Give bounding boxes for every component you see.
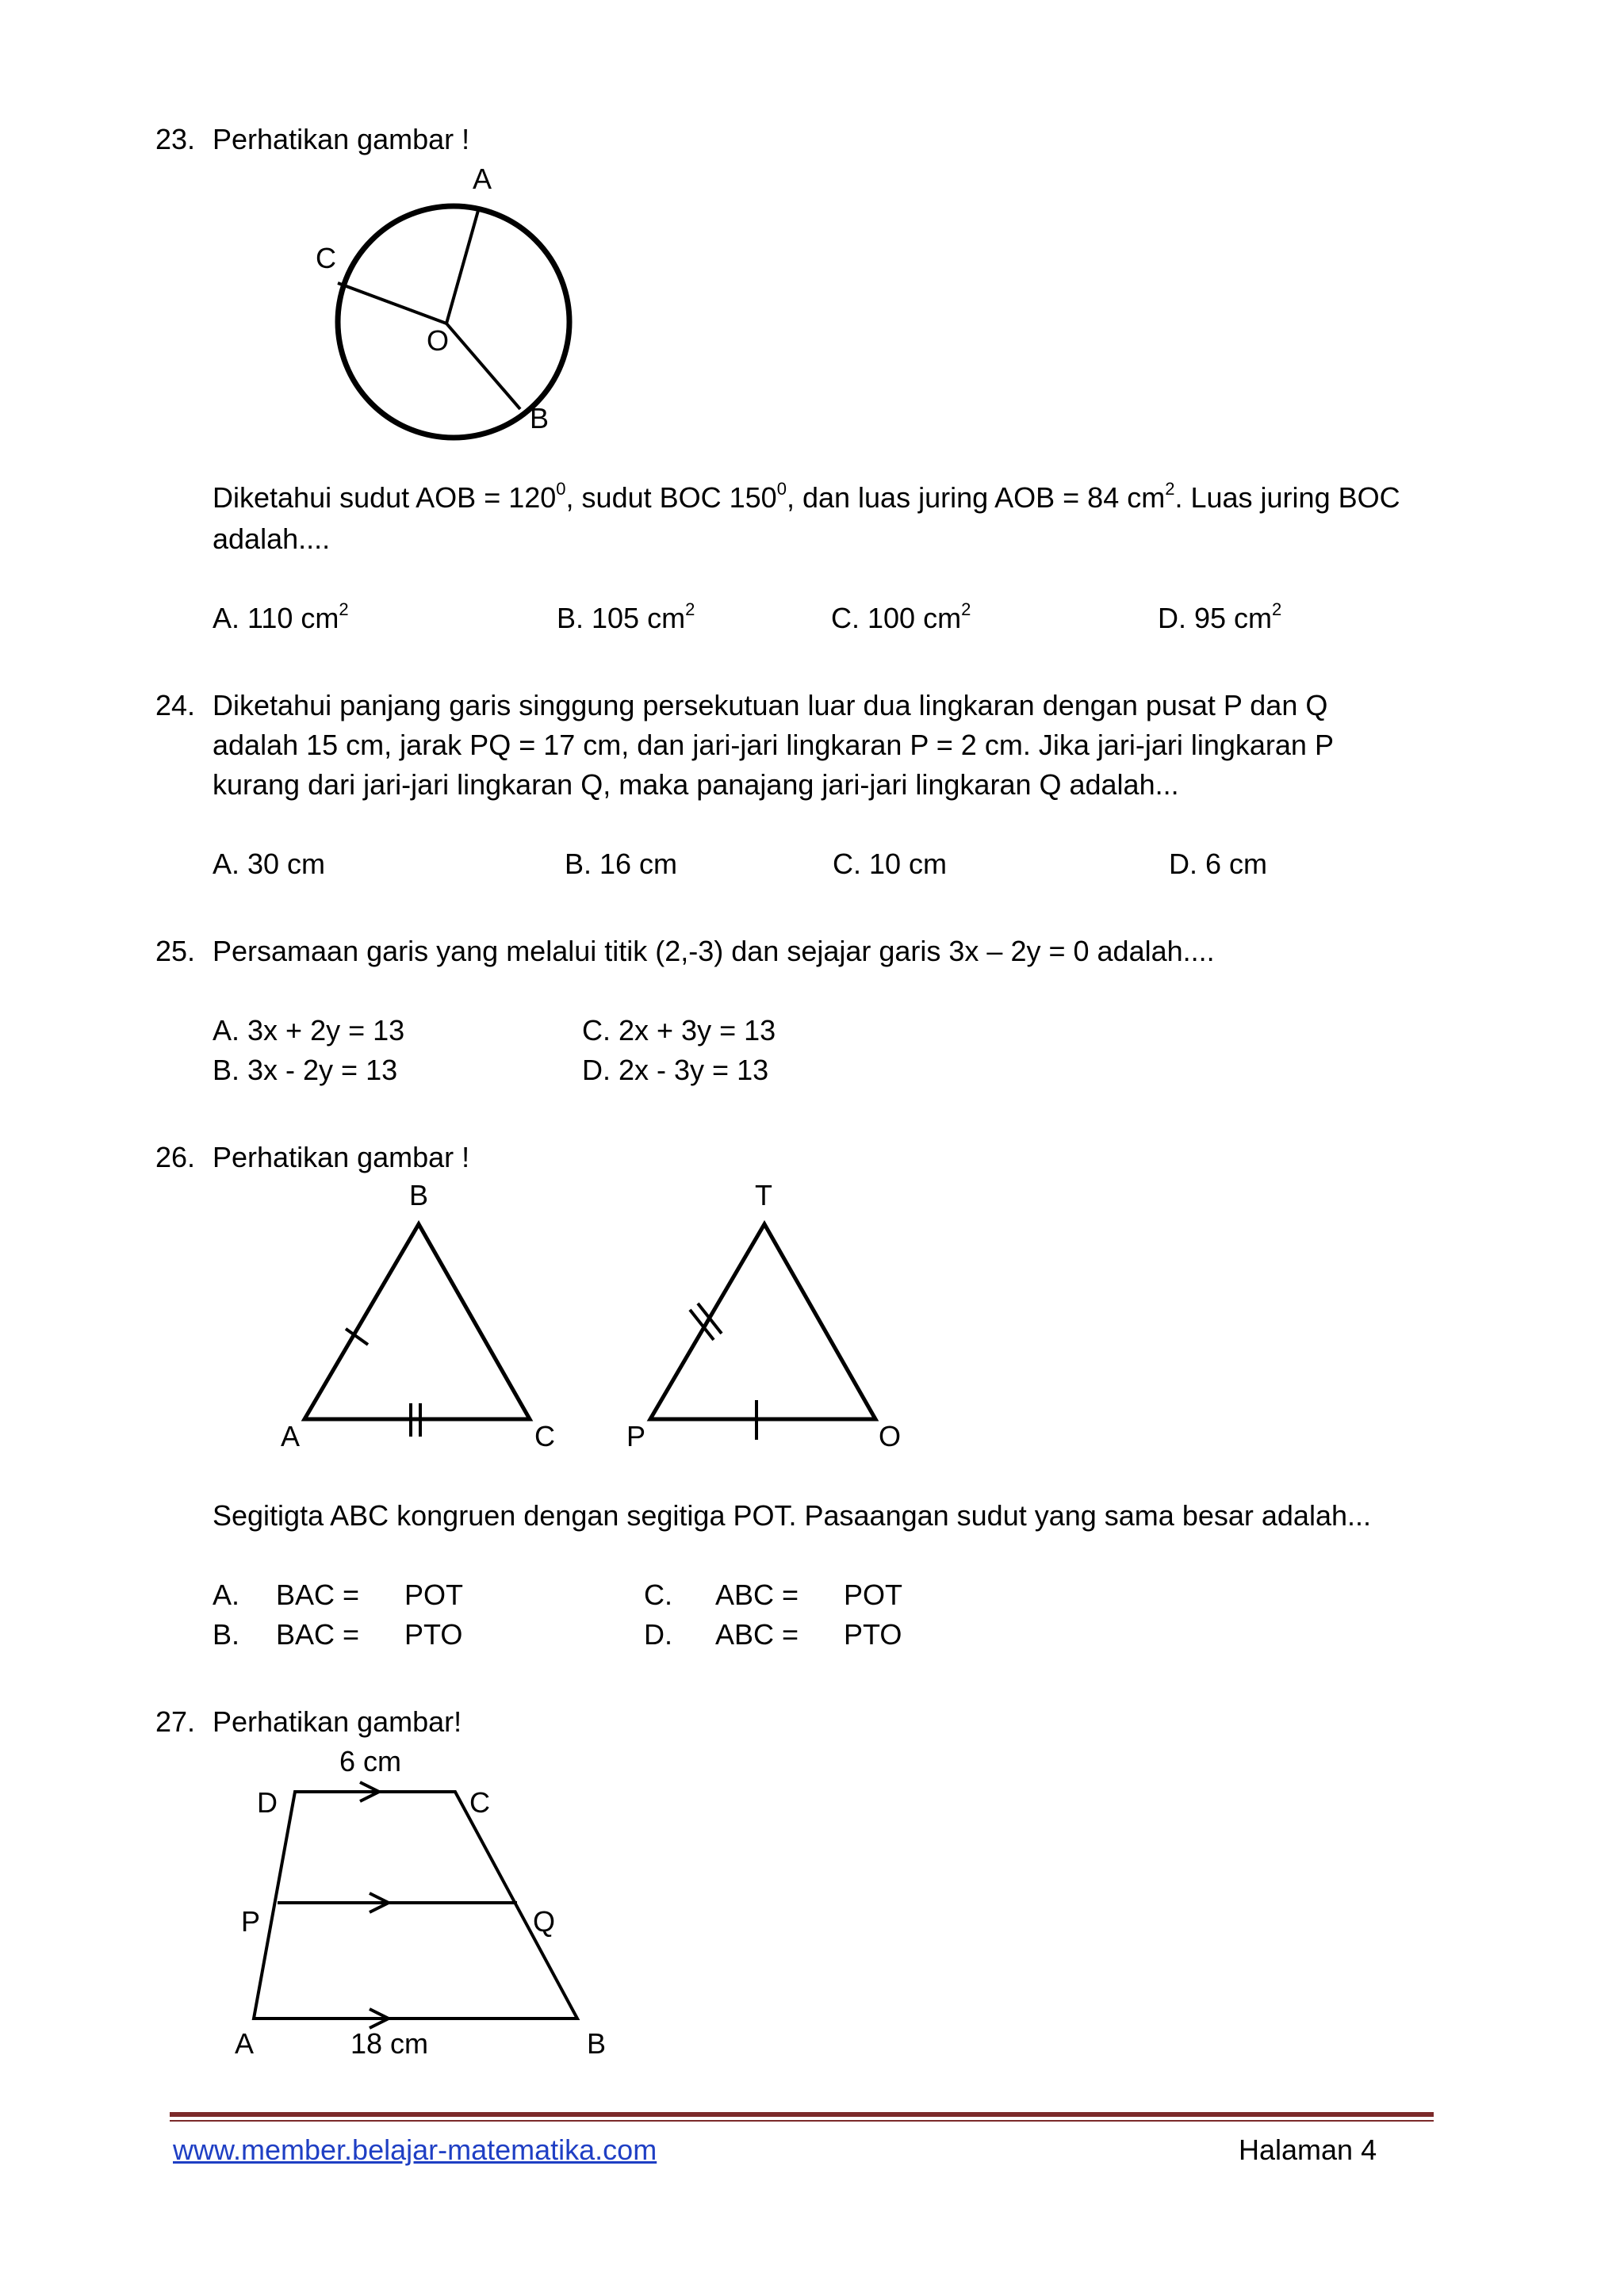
q23-stem-line2: adalah.... [213,522,331,555]
q27-prompt: Perhatikan gambar! [213,1705,462,1738]
label-b: B [409,1179,429,1211]
label-t: T [755,1179,772,1211]
label-top-length: 6 cm [339,1745,402,1777]
label-a: A [235,2027,255,2060]
q26-number: 26. [155,1141,196,1173]
footer-page-number: Halaman 4 [1239,2133,1377,2166]
label-bottom-length: 18 cm [350,2027,429,2060]
q26-option-b-letter: B. [213,1618,240,1651]
label-a: A [473,163,492,195]
q23-prompt: Perhatikan gambar ! [213,123,470,155]
q23-option-b: B. 105 $cm^2$ [557,599,695,634]
q24-line3: kurang dari jari-jari lingkaran Q, maka panajang jari-jari lingkaran Q adalah... [213,768,1179,801]
label-q: Q [533,1905,556,1938]
q26-option-d-right: PTO [844,1618,902,1651]
q25-option-d: D. 2x - 3y = 13 [582,1054,769,1086]
q23-option-c: C. 100 $cm^2$ [831,599,971,634]
q24-line2: adalah 15 cm, jarak PQ = 17 cm, dan jari-jari lingkaran P = 2 cm. Jika jari-jari lingkaran P [213,729,1334,761]
q26-option-a-letter: A. [213,1578,240,1611]
q26-option-a-right: POT [404,1578,464,1611]
label-d: D [257,1786,278,1819]
q24-option-a: A. 30 cm [213,848,326,880]
q23-option-d: D. 95 $cm^2$ [1158,599,1282,634]
q25-number: 25. [155,935,196,967]
q26-stem: Segitigta ABC kongruen dengan segitiga POT. Pasaangan sudut yang sama besar adalah... [213,1499,1371,1532]
label-o: O [879,1420,902,1452]
q26-option-c-right: POT [844,1578,903,1611]
label-b: B [530,402,550,434]
q26-option-c-left: ABC = [715,1578,799,1611]
q26-option-b-left: BAC = [276,1618,360,1651]
q25-stem: Persamaan garis yang melalui titik (2,-3) dan sejajar garis 3x – 2y = 0 adalah.... [213,935,1215,967]
q26-option-a-left: BAC = [276,1578,360,1611]
q24-line1: Diketahui panjang garis singgung persekutuan luar dua lingkaran dengan pusat P dan Q [213,689,1328,721]
q23-stem-line1: Diketahui sudut AOB = $120^0$, sudut BOC $150^0$, dan luas juring AOB = 84 $cm^2$. Luas juring BOC [213,479,1400,514]
q24-option-b: B. 16 cm [565,848,678,880]
footer-rule-thin [170,2120,1434,2122]
q26-option-c-letter: C. [644,1578,672,1611]
q23-number: 23. [155,123,196,155]
q24-option-d: D. 6 cm [1169,848,1268,880]
q26-option-b-right: PTO [404,1618,463,1651]
footer-website-link[interactable]: www.member.belajar-matematika.com [173,2133,657,2166]
label-o: O [427,324,450,357]
q25-option-b: B. 3x - 2y = 13 [213,1054,398,1086]
label-a: A [281,1420,301,1452]
q23-option-a: A. 110 $cm^2$ [213,599,349,634]
q24-option-c: C. 10 cm [833,848,948,880]
label-c: C [469,1786,490,1819]
label-p: P [626,1420,646,1452]
q26-option-d-letter: D. [644,1618,672,1651]
label-c: C [316,242,336,274]
q24-number: 24. [155,689,196,721]
q25-option-c: C. 2x + 3y = 13 [582,1014,776,1047]
label-b: B [587,2027,607,2060]
footer-rule-thick [170,2112,1434,2117]
label-c: C [534,1420,555,1452]
q25-option-a: A. 3x + 2y = 13 [213,1014,405,1047]
q27-number: 27. [155,1705,196,1738]
q26-prompt: Perhatikan gambar ! [213,1141,470,1173]
q26-option-d-left: ABC = [715,1618,799,1651]
trapezoid-abcd [254,1792,577,2019]
label-p: P [241,1905,261,1938]
